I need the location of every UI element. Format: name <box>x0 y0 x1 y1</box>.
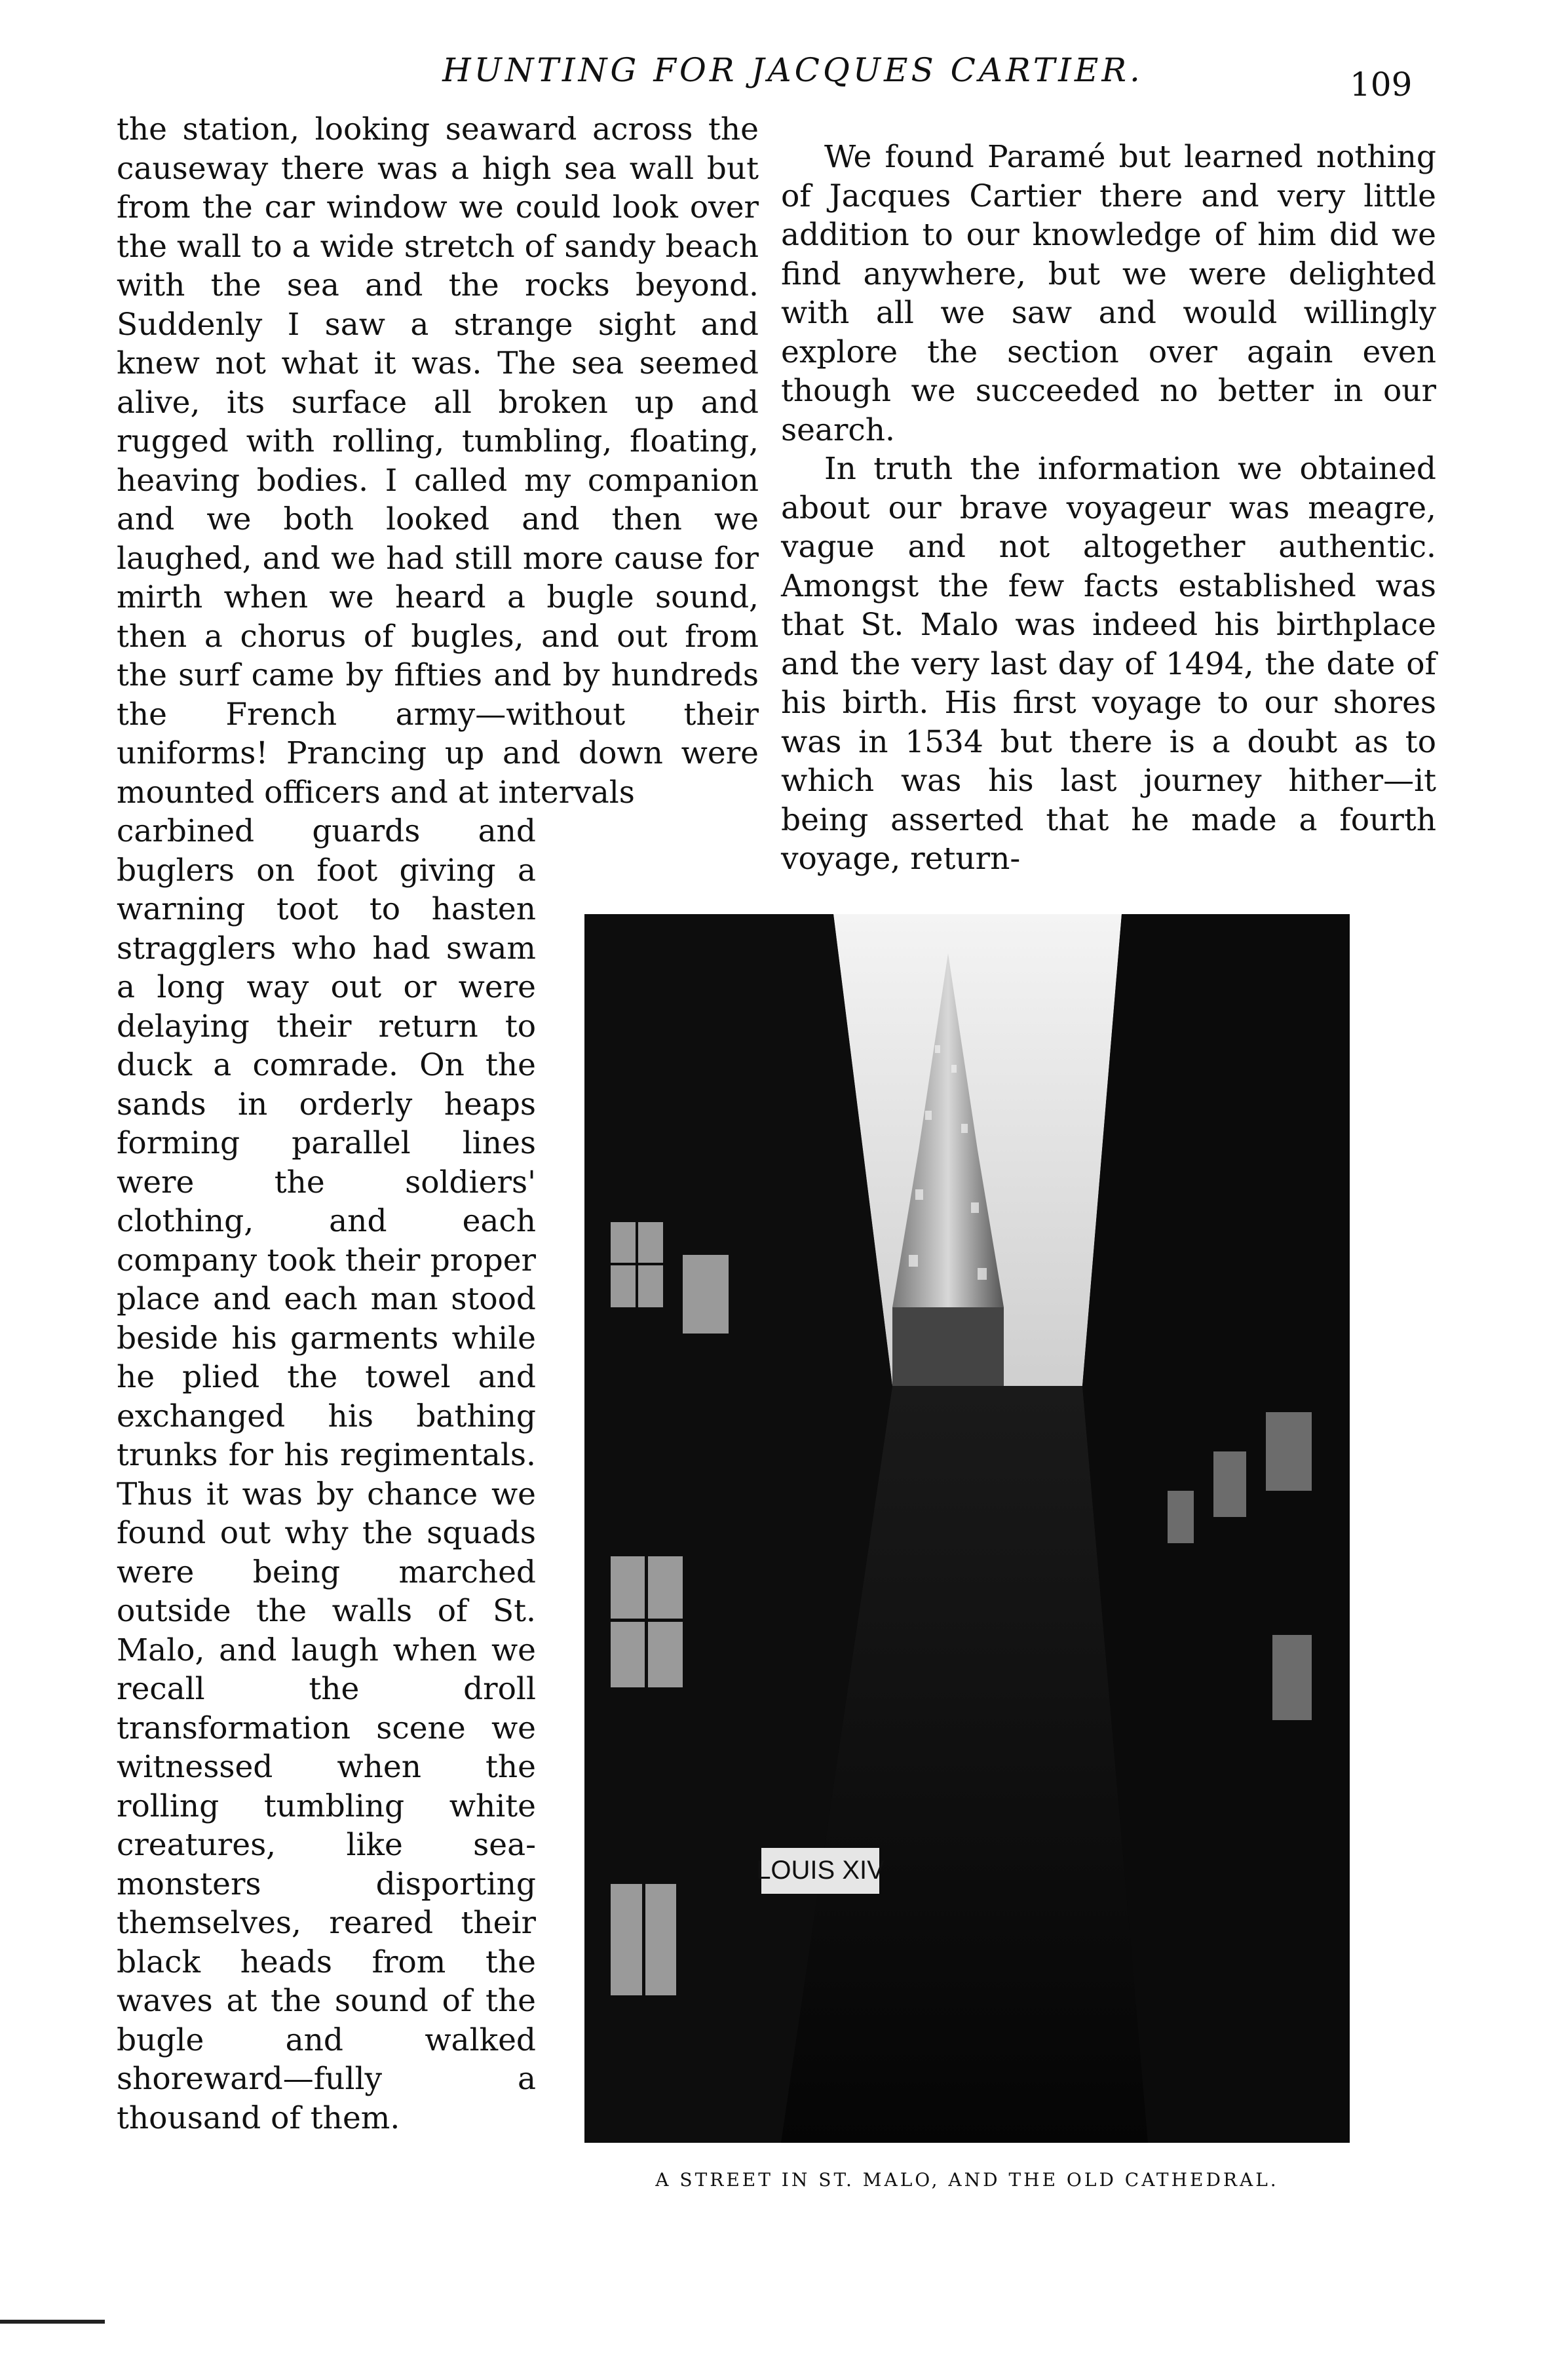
page-number: 109 <box>1350 66 1413 104</box>
left-paragraph: the station, looking seaward across the causeway there was a high sea wall but from the car window we could look over the wall to a wide stretch of sandy beach with the sea and the rocks beyond. Suddenly I saw a strange sight and knew not what it was. The sea seemed alive, its surface all broken up and rugged with rolling, tumbling, floating, heaving bodies. I called my companion and we both looked and then we laughed, and we had still more cause for mirth when we heard a bugle sound, then a chorus of bugles, and out from the surf came by fifties and by hundreds the French army—without their uniforms! Prancing up and down were mounted officers and at intervals <box>117 111 759 811</box>
running-head: HUNTING FOR JACQUES CARTIER. <box>442 51 1143 89</box>
right-paragraph-2: In truth the information we obtained about our brave voyageur was meagre, vague and not altogether authentic. Amongst the few facts established was that St. Malo was indeed his birthplace and the very last day of 1494, the date of his birth. His first voyage to our shores was in 1534 but there is a doubt as to which was his last journey hither—it being asserted that he made a fourth voyage, return- <box>781 451 1436 877</box>
figure-caption: A STREET IN ST. MALO, AND THE OLD CATHEDRAL. <box>655 2169 1279 2191</box>
street-sign-text: LOUIS XIV <box>756 1856 885 1885</box>
bottom-rule <box>0 2320 105 2324</box>
left-paragraph-wrapped: carbined guards and buglers on foot giving a warning toot to hasten stragglers who had swam a long way out or were delaying their return to duck a comrade. On the sands in orderly heaps forming parallel lines were the soldiers' clothing, and each company took their proper place and each man stood beside his garments while he plied the towel and exchanged his bathing trunks for his regimentals. Thus it was by chance we found out why the squads were being marched outside the walls of St. Malo, and laugh when we recall the droll transformation scene we witnessed when the rolling tumbling white creatures, like sea-monsters disporting themselves, reared their black heads from the waves at the sound of the bugle and walked shoreward—fully a thousand of them. <box>117 813 536 2136</box>
street-photograph <box>584 914 1350 2143</box>
right-column <box>781 138 1436 879</box>
right-paragraph-1: We found Paramé but learned nothing of Jacques Cartier there and very little addition to our knowledge of him did we find anywhere, but we were delighted with all we saw and would willingly explore the section over again even though we succeeded no better in our search. <box>781 139 1436 448</box>
